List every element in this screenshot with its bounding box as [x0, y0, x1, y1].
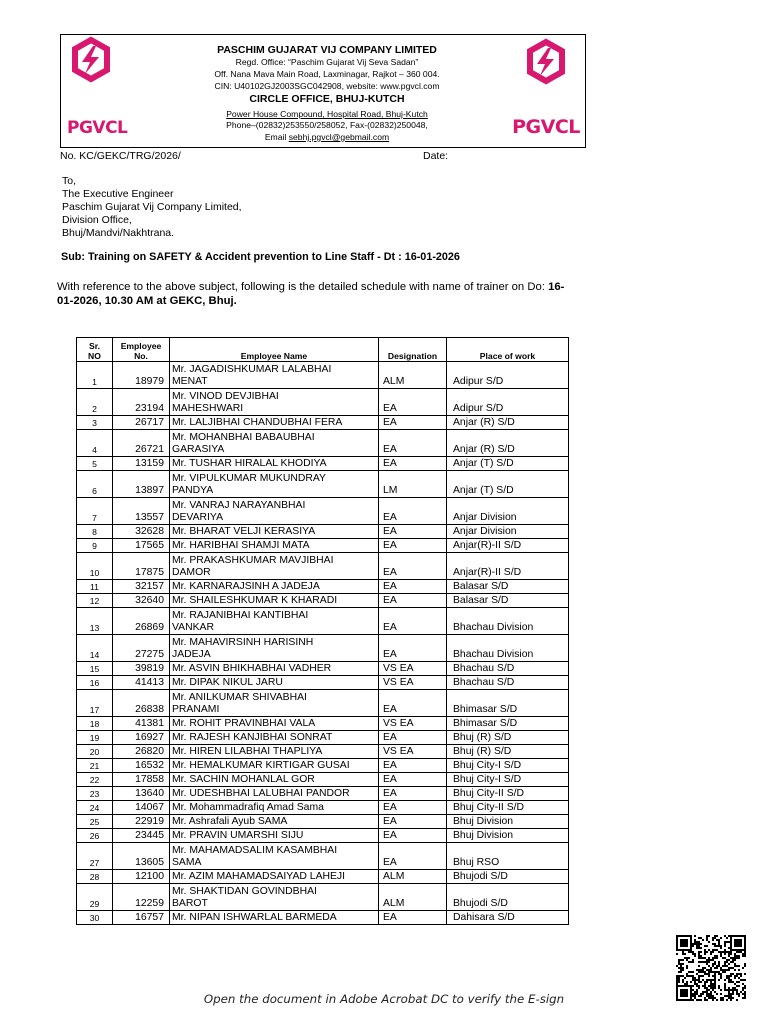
employee-name-line: Mr. RAJESH KANJIBHAI SONRAT [172, 732, 333, 743]
cell-place-of-work: Anjar (R) S/D [447, 416, 569, 430]
cell-employee-name [170, 362, 379, 389]
cell-place-of-work: Bhachau Division [447, 608, 569, 635]
table-row [77, 773, 569, 787]
cell-employee-name [170, 553, 379, 580]
employee-name-line: Mr. UDESHBHAI LALUBHAI PANDOR [172, 788, 350, 799]
cell-employee-name [170, 580, 379, 594]
employee-name-line: Mr. AZIM MAHAMADSAIYAD LAHEJI [172, 871, 346, 882]
cell-employee-name [170, 829, 379, 843]
table-row [77, 662, 569, 676]
cell-designation: VS EA [379, 745, 447, 759]
cell-designation: VS EA [379, 717, 447, 731]
cell-employee-name [170, 676, 379, 690]
table-row [77, 553, 569, 580]
cell-sr-no: 21 [77, 759, 113, 773]
cell-employee-name [170, 731, 379, 745]
employee-name-line: Mr. PRAVIN UMARSHI SIJU [172, 830, 304, 841]
cell-sr-no: 28 [77, 870, 113, 884]
cell-employee-no: 27275 [113, 635, 170, 662]
email-link[interactable]: sebhj.pgvcl@gebmail.com [288, 132, 390, 142]
table-row [77, 815, 569, 829]
cell-sr-no: 30 [77, 911, 113, 925]
cell-employee-name [170, 635, 379, 662]
employee-name-line: Mr. RAJANIBHAI KANTIBHAI [172, 610, 309, 621]
employee-name-line: Mr. ASVIN BHIKHABHAI VADHER [172, 663, 332, 674]
employee-name-line: MENAT [172, 376, 208, 387]
cell-sr-no: 6 [77, 471, 113, 498]
cell-sr-no: 7 [77, 498, 113, 525]
cell-employee-no: 12259 [113, 884, 170, 911]
emp-header-line1: Employee [120, 341, 162, 351]
cell-place-of-work: Adipur S/D [447, 362, 569, 389]
cell-employee-no: 17858 [113, 773, 170, 787]
employee-name-line: PRANAMI [172, 704, 220, 715]
cell-employee-no: 13640 [113, 787, 170, 801]
cell-employee-no: 26820 [113, 745, 170, 759]
pgvcl-logo-right [512, 36, 580, 146]
cell-employee-name [170, 498, 379, 525]
cell-designation: EA [379, 416, 447, 430]
cell-place-of-work: Bhujodi S/D [447, 884, 569, 911]
col-header-employee-name: Employee Name [170, 338, 379, 362]
cell-employee-name [170, 773, 379, 787]
employee-name-line: BAROT [172, 898, 208, 909]
cell-employee-no: 41381 [113, 717, 170, 731]
cell-employee-no: 26869 [113, 608, 170, 635]
cell-employee-no: 14067 [113, 801, 170, 815]
cell-designation: EA [379, 498, 447, 525]
esign-verification-note: Open the document in Adobe Acrobat DC to verify the E-sign [203, 992, 565, 1006]
employee-name-line: Mr. SHAILESHKUMAR K KHARADI [172, 595, 338, 606]
cell-sr-no: 11 [77, 580, 113, 594]
employee-name-line: Mr. ANILKUMAR SHIVABHAI [172, 692, 307, 703]
to-line-4: Division Office, [62, 214, 132, 226]
cell-employee-name [170, 815, 379, 829]
cell-sr-no: 18 [77, 717, 113, 731]
employee-name-line: Mr. PRAKASHKUMAR MAVJIBHAI [172, 555, 334, 566]
intro-text: With reference to the above subject, following is the detailed schedule with name of trainer on Do: [57, 281, 549, 293]
table-row [77, 787, 569, 801]
email-label: Email [264, 132, 287, 142]
cell-employee-name [170, 457, 379, 471]
cell-place-of-work: Bhuj City-I S/D [447, 759, 569, 773]
employee-name-line: Mr. Mohammadrafiq Amad Sama [172, 802, 324, 813]
employee-name-line: Mr. Ashrafali Ayub SAMA [172, 816, 288, 827]
employee-name-line: Mr. MAHAVIRSINH HARISINH [172, 637, 314, 648]
cell-sr-no: 22 [77, 773, 113, 787]
cell-place-of-work: Bhuj City-I S/D [447, 773, 569, 787]
logo-text-left: PGVCL [67, 118, 128, 138]
cell-sr-no: 5 [77, 457, 113, 471]
cell-employee-no: 23194 [113, 389, 170, 416]
pgvcl-logo-left [67, 36, 128, 146]
table-row [77, 884, 569, 911]
sr-header-line1: Sr. [89, 341, 100, 351]
lightning-emblem-icon [67, 36, 115, 111]
cell-sr-no: 29 [77, 884, 113, 911]
cell-designation: EA [379, 801, 447, 815]
intro-paragraph [57, 280, 577, 308]
cell-sr-no: 12 [77, 594, 113, 608]
cell-place-of-work: Dahisara S/D [447, 911, 569, 925]
cell-sr-no: 10 [77, 553, 113, 580]
cell-sr-no: 20 [77, 745, 113, 759]
phone-fax-line: Phone–(02832)253550/258052, Fax-(02832)250048, [226, 120, 428, 130]
table-row [77, 498, 569, 525]
cell-designation: EA [379, 580, 447, 594]
cell-designation: EA [379, 911, 447, 925]
employee-name-line: Mr. VINOD DEVJIBHAI [172, 391, 279, 402]
date-label: Date: [423, 150, 449, 162]
cell-designation: EA [379, 389, 447, 416]
employee-name-line: Mr. VANRAJ NARAYANBHAI [172, 500, 306, 511]
cell-employee-name [170, 430, 379, 457]
cell-place-of-work: Bhuj City-II S/D [447, 787, 569, 801]
cell-place-of-work: Bhachau S/D [447, 676, 569, 690]
cell-designation: EA [379, 843, 447, 870]
lightning-emblem-icon [512, 36, 580, 111]
cell-designation: EA [379, 635, 447, 662]
cell-sr-no: 23 [77, 787, 113, 801]
cell-employee-no: 12100 [113, 870, 170, 884]
employee-name-line: Mr. HIREN LILABHAI THAPLIYA [172, 746, 323, 757]
cell-sr-no: 16 [77, 676, 113, 690]
cell-employee-no: 23445 [113, 829, 170, 843]
cell-designation: EA [379, 525, 447, 539]
table-body [77, 362, 569, 925]
company-name: PASCHIM GUJARAT VIJ COMPANY LIMITED [217, 44, 437, 56]
cell-sr-no: 4 [77, 430, 113, 457]
email-line [140, 133, 514, 143]
employee-name-line: PANDYA [172, 485, 214, 496]
cell-place-of-work: Anjar Division [447, 498, 569, 525]
cell-employee-name [170, 801, 379, 815]
cell-employee-name [170, 759, 379, 773]
cell-place-of-work: Anjar (R) S/D [447, 430, 569, 457]
employee-name-line: JADEJA [172, 649, 211, 660]
cell-sr-no: 14 [77, 635, 113, 662]
cell-designation: EA [379, 773, 447, 787]
to-line-3: Paschim Gujarat Vij Company Limited, [62, 201, 242, 213]
employee-name-line: DEVARIYA [172, 512, 224, 523]
emp-header-line2: No. [134, 351, 148, 361]
table-row [77, 430, 569, 457]
training-schedule-table [76, 337, 569, 925]
cell-employee-no: 39819 [113, 662, 170, 676]
employee-name-line: GARASIYA [172, 444, 225, 455]
cell-employee-no: 13897 [113, 471, 170, 498]
cell-employee-name [170, 717, 379, 731]
table-row [77, 635, 569, 662]
employee-name-line: Mr. ROHIT PRAVINBHAI VALA [172, 718, 316, 729]
col-header-sr [77, 338, 113, 362]
cell-sr-no: 15 [77, 662, 113, 676]
employee-name-line: Mr. HEMALKUMAR KIRTIGAR GUSAI [172, 760, 350, 771]
cell-employee-no: 16757 [113, 911, 170, 925]
employee-name-line: DAMOR [172, 567, 211, 578]
table-row [77, 594, 569, 608]
cell-designation: EA [379, 553, 447, 580]
cell-place-of-work: Anjar (T) S/D [447, 457, 569, 471]
col-header-place: Place of work [447, 338, 569, 362]
table-row [77, 717, 569, 731]
employee-name-line: Mr. NIPAN ISHWARLAL BARMEDA [172, 912, 337, 923]
cell-employee-name [170, 843, 379, 870]
cell-place-of-work: Bhachau S/D [447, 662, 569, 676]
cell-place-of-work: Bhuj (R) S/D [447, 731, 569, 745]
employee-name-line: Mr. HARIBHAI SHAMJI MATA [172, 540, 310, 551]
table-row [77, 457, 569, 471]
cell-employee-no: 26717 [113, 416, 170, 430]
table-header-row [77, 338, 569, 362]
cell-designation: EA [379, 539, 447, 553]
col-header-employee-no [113, 338, 170, 362]
col-header-designation: Designation [379, 338, 447, 362]
cell-employee-no: 16927 [113, 731, 170, 745]
cell-employee-no: 22919 [113, 815, 170, 829]
cell-place-of-work: Anjar Division [447, 525, 569, 539]
cell-employee-name [170, 608, 379, 635]
subject-line: Sub: Training on SAFETY & Accident prevention to Line Staff - Dt : 16-01-2026 [61, 251, 460, 263]
employee-name-line: Mr. JAGADISHKUMAR LALABHAI [172, 364, 332, 375]
cell-sr-no: 13 [77, 608, 113, 635]
cell-sr-no: 24 [77, 801, 113, 815]
employee-name-line: Mr. LALJIBHAI CHANDUBHAI FERA [172, 417, 343, 428]
company-address: Off. Nana Mava Main Road, Laxminagar, Rajkot – 360 004. [214, 69, 440, 79]
employee-name-line: Mr. VIPULKUMAR MUKUNDRAY [172, 473, 326, 484]
cell-place-of-work: Balasar S/D [447, 594, 569, 608]
table-row [77, 676, 569, 690]
cell-employee-no: 41413 [113, 676, 170, 690]
table-row [77, 870, 569, 884]
cell-sr-no: 2 [77, 389, 113, 416]
cell-employee-name [170, 389, 379, 416]
table-row [77, 471, 569, 498]
cell-employee-no: 26838 [113, 690, 170, 717]
cell-designation: EA [379, 690, 447, 717]
cell-sr-no: 3 [77, 416, 113, 430]
cell-sr-no: 1 [77, 362, 113, 389]
cell-employee-name [170, 690, 379, 717]
cell-sr-no: 8 [77, 525, 113, 539]
table-row [77, 389, 569, 416]
cell-designation: ALM [379, 362, 447, 389]
table-row [77, 843, 569, 870]
cell-place-of-work: Bhuj (R) S/D [447, 745, 569, 759]
cell-employee-name [170, 539, 379, 553]
cell-employee-no: 13159 [113, 457, 170, 471]
cell-designation: EA [379, 430, 447, 457]
table-row [77, 362, 569, 389]
reference-number: No. KC/GEKC/TRG/2026/ [60, 150, 181, 162]
employee-name-line: Mr. DIPAK NIKUL JARU [172, 677, 283, 688]
cell-employee-name [170, 594, 379, 608]
cell-employee-no: 26721 [113, 430, 170, 457]
cin-line: CIN: U40102GJ2003SGC042908, website: www.pgvcl.com [214, 81, 440, 91]
cell-designation: ALM [379, 870, 447, 884]
to-line-5: Bhuj/Mandvi/Nakhtrana. [62, 227, 175, 239]
employee-name-line: Mr. SACHIN MOHANLAL GOR [172, 774, 315, 785]
logo-text-right: PGVCL [512, 116, 580, 138]
cell-employee-no: 32640 [113, 594, 170, 608]
cell-employee-name [170, 787, 379, 801]
cell-place-of-work: Bhuj RSO [447, 843, 569, 870]
cell-employee-name [170, 884, 379, 911]
table-row [77, 525, 569, 539]
cell-place-of-work: Anjar (T) S/D [447, 471, 569, 498]
to-line-1: To, [62, 175, 77, 187]
cell-employee-no: 13605 [113, 843, 170, 870]
table-row [77, 801, 569, 815]
intro-bold-datetime: 16-01-2026, 10.30 AM at GEKC, Bhuj. [57, 281, 565, 307]
cell-designation: EA [379, 815, 447, 829]
table-row [77, 911, 569, 925]
cell-place-of-work: Balasar S/D [447, 580, 569, 594]
employee-name-line: VANKAR [172, 622, 214, 633]
cell-place-of-work: Anjar(R)-II S/D [447, 553, 569, 580]
cell-designation: ALM [379, 884, 447, 911]
cell-place-of-work: Bhuj Division [447, 829, 569, 843]
regd-office: Regd. Office: “Paschim Gujarat Vij Seva Sadan” [235, 57, 419, 67]
cell-designation: EA [379, 457, 447, 471]
cell-employee-name [170, 870, 379, 884]
cell-employee-no: 17565 [113, 539, 170, 553]
cell-place-of-work: Bhuj City-II S/D [447, 801, 569, 815]
cell-employee-name [170, 416, 379, 430]
cell-place-of-work: Bhuj Division [447, 815, 569, 829]
cell-sr-no: 19 [77, 731, 113, 745]
table-row [77, 416, 569, 430]
cell-employee-no: 13557 [113, 498, 170, 525]
cell-employee-no: 32157 [113, 580, 170, 594]
cell-designation: EA [379, 608, 447, 635]
cell-employee-no: 32628 [113, 525, 170, 539]
cell-designation: EA [379, 829, 447, 843]
employee-name-line: Mr. TUSHAR HIRALAL KHODIYA [172, 458, 327, 469]
cell-employee-name [170, 662, 379, 676]
cell-employee-no: 17875 [113, 553, 170, 580]
cell-place-of-work: Bhimasar S/D [447, 690, 569, 717]
cell-employee-no: 16532 [113, 759, 170, 773]
cell-place-of-work: Bhachau Division [447, 635, 569, 662]
table-row [77, 690, 569, 717]
cell-designation: EA [379, 787, 447, 801]
cell-employee-name [170, 911, 379, 925]
cell-sr-no: 9 [77, 539, 113, 553]
employee-name-line: MAHESHWARI [172, 403, 244, 414]
employee-name-line: Mr. SHAKTIDAN GOVINDBHAI [172, 886, 317, 897]
cell-employee-name [170, 745, 379, 759]
to-line-2: The Executive Engineer [62, 188, 174, 200]
cell-sr-no: 17 [77, 690, 113, 717]
cell-sr-no: 26 [77, 829, 113, 843]
cell-sr-no: 25 [77, 815, 113, 829]
cell-sr-no: 27 [77, 843, 113, 870]
circle-office-title: CIRCLE OFFICE, BHUJ-KUTCH [249, 93, 405, 105]
cell-employee-no: 18979 [113, 362, 170, 389]
sr-header-line2: NO [88, 351, 101, 361]
employee-name-line: Mr. MAHAMADSALIM KASAMBHAI [172, 845, 338, 856]
cell-designation: VS EA [379, 676, 447, 690]
cell-designation: VS EA [379, 662, 447, 676]
cell-designation: EA [379, 759, 447, 773]
employee-name-line: Mr. KARNARAJSINH A JADEJA [172, 581, 320, 592]
cell-designation: EA [379, 731, 447, 745]
cell-designation: LM [379, 471, 447, 498]
table-row [77, 580, 569, 594]
cell-place-of-work: Adipur S/D [447, 389, 569, 416]
cell-place-of-work: Anjar(R)-II S/D [447, 539, 569, 553]
cell-place-of-work: Bhujodi S/D [447, 870, 569, 884]
table-row [77, 745, 569, 759]
cell-employee-name [170, 525, 379, 539]
employee-name-line: Mr. MOHANBHAI BABAUBHAI [172, 432, 315, 443]
table-row [77, 539, 569, 553]
table-row [77, 829, 569, 843]
table-row [77, 608, 569, 635]
circle-address: Power House Compound, Hospital Road, Bhuj-Kutch [226, 109, 428, 119]
cell-designation: EA [379, 594, 447, 608]
table-row [77, 759, 569, 773]
cell-place-of-work: Bhimasar S/D [447, 717, 569, 731]
cell-employee-name [170, 471, 379, 498]
employee-name-line: Mr. BHARAT VELJI KERASIYA [172, 526, 316, 537]
employee-name-line: SAMA [172, 857, 202, 868]
table-row [77, 731, 569, 745]
